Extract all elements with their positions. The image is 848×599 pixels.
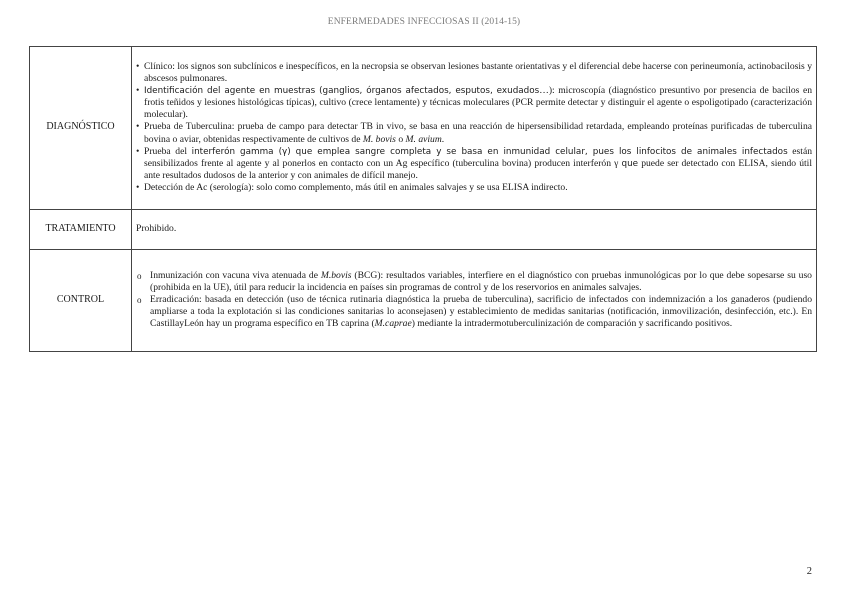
control-content	[132, 250, 817, 352]
list-item: • Detección de Ac (serología): solo como complemento, más útil en animales salvajes y se usa ELISA indirecto.	[136, 181, 568, 193]
bullet-icon: •	[136, 121, 140, 133]
table-row-tratamiento	[30, 210, 817, 250]
bullet-icon: •	[136, 145, 140, 157]
disease-table	[29, 46, 817, 352]
bullet-icon: •	[136, 85, 140, 97]
page-number: 2	[806, 566, 812, 577]
bullet-icon: •	[136, 181, 140, 193]
control-list	[136, 270, 812, 330]
table-row-diagnostico	[30, 47, 817, 210]
diagnostico-list	[136, 61, 812, 194]
list-item: • Prueba de Tuberculina: prueba de campo para detectar TB in vivo, se basa en una reacción de hipersensibilidad retardada, empleando proteínas purificadas de tuberculina bovina o aviar, obtenidas respectivamente de cultivos de M. bovis o M. avium.	[136, 121, 812, 145]
circle-bullet-icon: o	[137, 270, 142, 281]
list-item: o Erradicación: basada en detección (uso de técnica rutinaria diagnóstica la prueba de tuberculina), sacrificio de infectados con indemnización a los ganaderos (pudiendo ampliarse a toda la explotación si las condiciones sanitarias lo aconsejasen) y establecimiento de medidas sanitarias (notificación, inmovilización, desinfección, etc.). En CastillayLeón hay un programa específico en TB caprina (M.caprae) mediante la intradermotuberculinización de comparación y sacrificando positivos.	[137, 293, 812, 330]
page-header: ENFERMEDADES INFECCIOSAS II (2014-15)	[327, 17, 521, 27]
list-item: o Inmunización con vacuna viva atenuada de M.bovis (BCG): resultados variables, interfiere en el diagnóstico con pruebas inmunológicas por lo que debe sopesarse su uso (prohibida en la UE), útil para reducir la incidencia en países sin programas de control y de los reservorios en animales salvajes.	[137, 269, 812, 293]
row-label-control: CONTROL	[30, 250, 132, 352]
tratamiento-content: Prohibido.	[132, 210, 817, 250]
diagnostico-content	[132, 47, 817, 210]
bullet-icon: •	[136, 60, 140, 72]
row-label-tratamiento: TRATAMIENTO	[30, 210, 132, 250]
row-label-diagnostico: DIAGNÓSTICO	[30, 47, 132, 210]
circle-bullet-icon: o	[137, 294, 142, 305]
list-item: • Identificación del agente en muestras (ganglios, órganos afectados, esputos, exudados…): microscopía (diagnóstico presuntivo por presencia de bacilos en frotis teñidos y lesiones histológicas típicas), cultivo (crece lentamente) y técnicas moleculares (PCR permite detectar y distinguir el agente o espoligotipado (caracterización molecular).	[136, 85, 812, 121]
list-item: • Clínico: los signos son subclínicos e inespecíficos, en la necropsia se observan lesiones bastante orientativas y el diferencial debe hacerse con perineumonía, actinobacilosis y abscesos pulmonares.	[136, 60, 812, 85]
list-item: • Prueba del interferón gamma (γ) que emplea sangre completa y se basa en inmunidad celular, pues los linfocitos de animales infectados están sensibilizados frente al agente y al ponerlos en contacto con un Ag específico (tuberculina bovina) producen interferón γ que puede ser detectado con ELISA, siendo útil ante resultados dudosos de la anterior y con animales de difícil manejo.	[136, 145, 813, 181]
table-row-control	[30, 250, 817, 352]
